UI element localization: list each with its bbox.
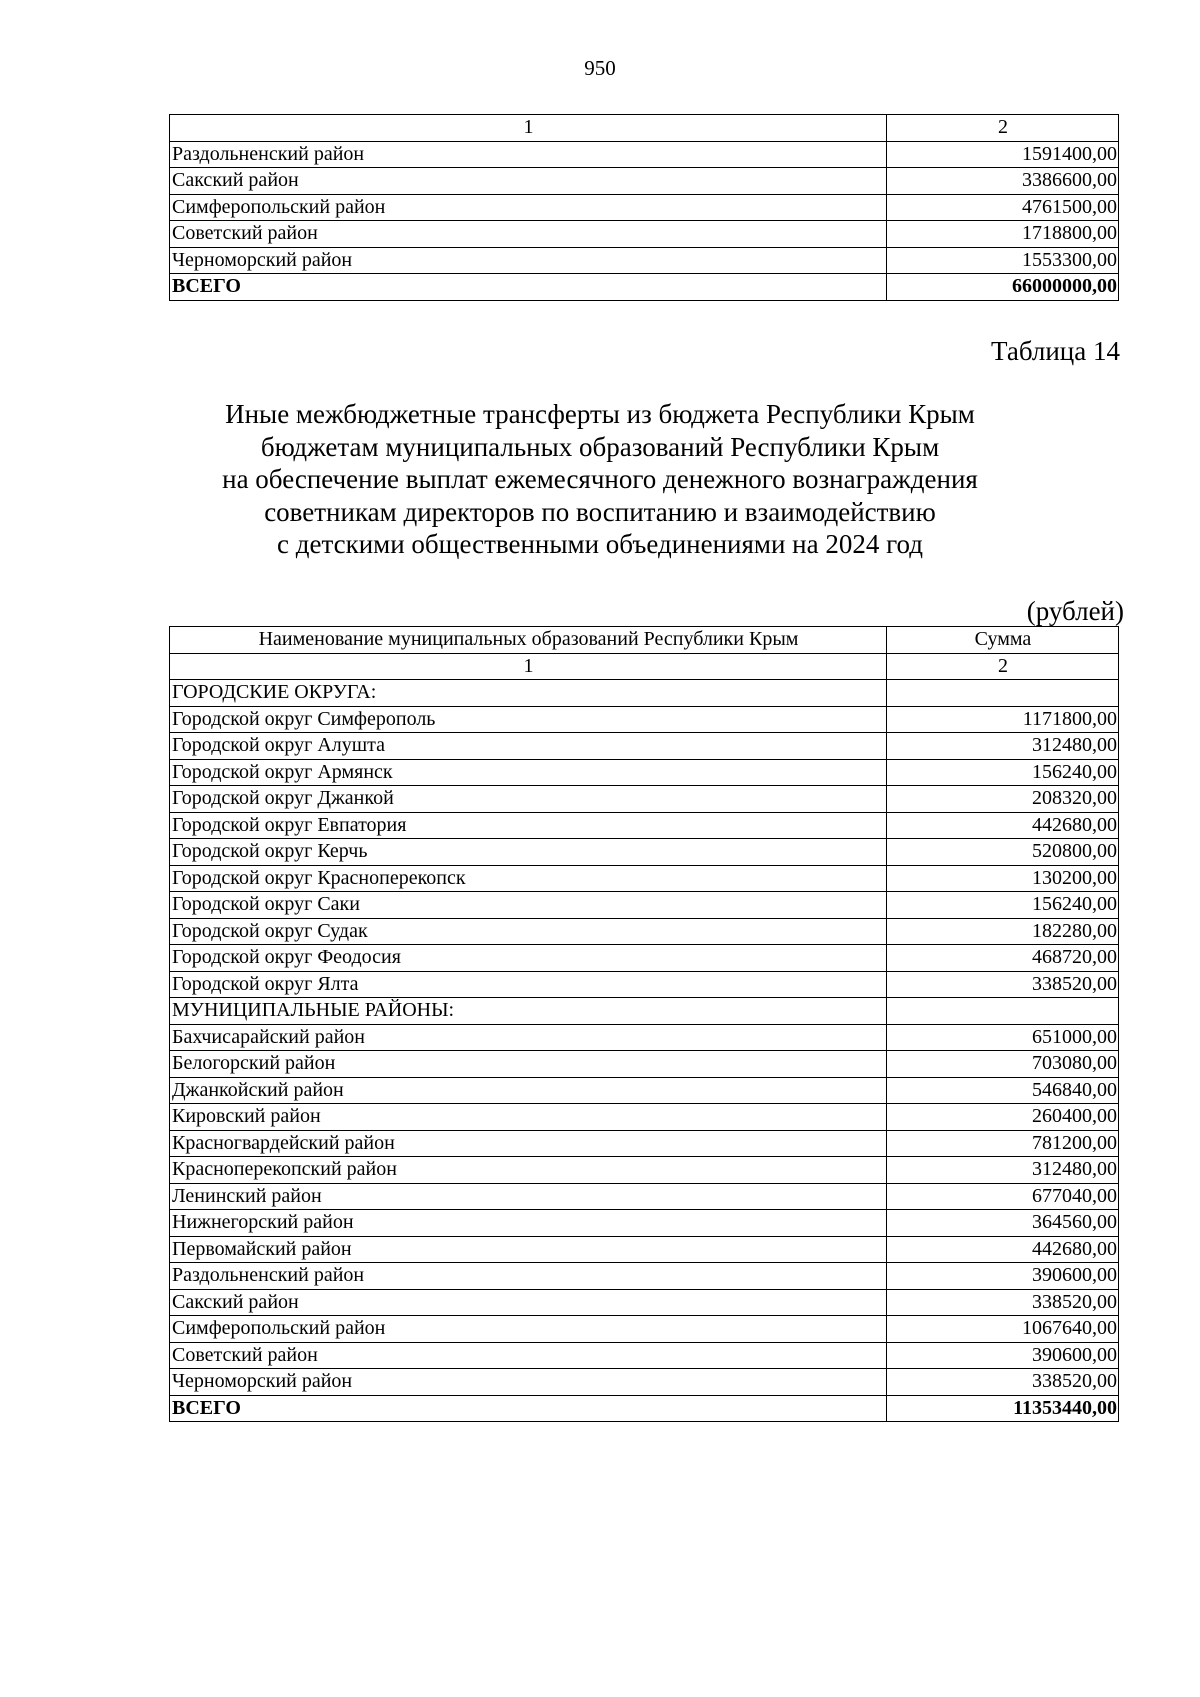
table-row bbox=[170, 918, 1119, 945]
table-row bbox=[170, 1316, 1119, 1343]
table-row bbox=[170, 1157, 1119, 1184]
value-cell: 156240,00 bbox=[887, 892, 1119, 919]
value-cell: 677040,00 bbox=[887, 1183, 1119, 1210]
name-cell: Первомайский район bbox=[170, 1236, 887, 1263]
value-cell: 442680,00 bbox=[887, 812, 1119, 839]
name-cell: Сакский район bbox=[170, 168, 887, 195]
value-cell: 546840,00 bbox=[887, 1077, 1119, 1104]
table-row bbox=[170, 1104, 1119, 1131]
value-cell: 260400,00 bbox=[887, 1104, 1119, 1131]
name-cell: Городской округ Алушта bbox=[170, 733, 887, 760]
name-cell: Советский район bbox=[170, 1342, 887, 1369]
column-number-cell: 2 bbox=[887, 653, 1119, 680]
table-row bbox=[170, 812, 1119, 839]
table-row bbox=[170, 1130, 1119, 1157]
value-cell: 338520,00 bbox=[887, 1369, 1119, 1396]
value-cell: 1067640,00 bbox=[887, 1316, 1119, 1343]
title-line: Иные межбюджетные трансферты из бюджета Республики Крым bbox=[225, 399, 975, 429]
name-cell: Городской округ Евпатория bbox=[170, 812, 887, 839]
value-cell: 442680,00 bbox=[887, 1236, 1119, 1263]
name-cell: МУНИЦИПАЛЬНЫЕ РАЙОНЫ: bbox=[170, 998, 887, 1025]
table-caption: Таблица 14 bbox=[991, 336, 1120, 366]
table-row bbox=[170, 194, 1119, 221]
name-cell: Городской округ Джанкой bbox=[170, 786, 887, 813]
table-row bbox=[170, 1183, 1119, 1210]
table-row bbox=[170, 971, 1119, 998]
value-cell bbox=[887, 680, 1119, 707]
value-cell: 390600,00 bbox=[887, 1263, 1119, 1290]
table-row bbox=[170, 945, 1119, 972]
name-cell: Советский район bbox=[170, 221, 887, 248]
table-row bbox=[170, 892, 1119, 919]
name-cell: Городской округ Феодосия bbox=[170, 945, 887, 972]
value-cell: 4761500,00 bbox=[887, 194, 1119, 221]
name-cell: Симферопольский район bbox=[170, 194, 887, 221]
total-label-cell: ВСЕГО bbox=[170, 1395, 887, 1422]
column-number-row bbox=[170, 653, 1119, 680]
total-value-cell: 66000000,00 bbox=[887, 274, 1119, 301]
value-cell: 338520,00 bbox=[887, 1289, 1119, 1316]
table-row bbox=[170, 998, 1119, 1025]
value-cell: 338520,00 bbox=[887, 971, 1119, 998]
name-cell: Городской округ Армянск bbox=[170, 759, 887, 786]
value-cell: 651000,00 bbox=[887, 1024, 1119, 1051]
table-row bbox=[170, 1210, 1119, 1237]
title-line: советникам директоров по воспитанию и взаимодействию bbox=[264, 496, 936, 527]
name-cell: Городской округ Симферополь bbox=[170, 706, 887, 733]
title-line: с детскими общественными объединениями на 2024 год bbox=[277, 529, 923, 559]
value-cell: 468720,00 bbox=[887, 945, 1119, 972]
table-row bbox=[170, 1342, 1119, 1369]
table-row bbox=[170, 680, 1119, 707]
name-cell: Раздольненский район bbox=[170, 141, 887, 168]
name-cell: Городской округ Ялта bbox=[170, 971, 887, 998]
value-cell: 1591400,00 bbox=[887, 141, 1119, 168]
name-cell: ГОРОДСКИЕ ОКРУГА: bbox=[170, 680, 887, 707]
value-cell: 156240,00 bbox=[887, 759, 1119, 786]
header-row bbox=[170, 627, 1119, 654]
header-cell-name: Наименование муниципальных образований Республики Крым bbox=[170, 627, 887, 654]
total-row bbox=[170, 1395, 1119, 1422]
table-row bbox=[170, 247, 1119, 274]
table-row bbox=[170, 865, 1119, 892]
name-cell: Ленинский район bbox=[170, 1183, 887, 1210]
value-cell: 312480,00 bbox=[887, 733, 1119, 760]
name-cell: Черноморский район bbox=[170, 247, 887, 274]
table-row bbox=[170, 1263, 1119, 1290]
table-row bbox=[170, 1051, 1119, 1078]
continued-table bbox=[169, 114, 1119, 301]
name-cell: Кировский район bbox=[170, 1104, 887, 1131]
name-cell: Городской округ Красноперекопск bbox=[170, 865, 887, 892]
value-cell: 1553300,00 bbox=[887, 247, 1119, 274]
name-cell: Красноперекопский район bbox=[170, 1157, 887, 1184]
units-label: (рублей) bbox=[1026, 596, 1124, 626]
column-number-cell: 1 bbox=[170, 115, 887, 142]
value-cell: 1718800,00 bbox=[887, 221, 1119, 248]
value-cell: 130200,00 bbox=[887, 865, 1119, 892]
name-cell: Раздольненский район bbox=[170, 1263, 887, 1290]
header-cell-sum: Сумма bbox=[887, 627, 1119, 654]
table-row bbox=[170, 1369, 1119, 1396]
transfers-table bbox=[169, 626, 1119, 1422]
name-cell: Белогорский район bbox=[170, 1051, 887, 1078]
title-line: на обеспечение выплат ежемесячного денежного вознаграждения bbox=[222, 464, 978, 494]
title-line: бюджетам муниципальных образований Республики Крым bbox=[260, 431, 940, 462]
value-cell: 3386600,00 bbox=[887, 168, 1119, 195]
name-cell: Городской округ Саки bbox=[170, 892, 887, 919]
table-row bbox=[170, 141, 1119, 168]
table-row bbox=[170, 733, 1119, 760]
value-cell: 781200,00 bbox=[887, 1130, 1119, 1157]
name-cell: Городской округ Судак bbox=[170, 918, 887, 945]
total-label-cell: ВСЕГО bbox=[170, 274, 887, 301]
name-cell: Бахчисарайский район bbox=[170, 1024, 887, 1051]
name-cell: Нижнегорский район bbox=[170, 1210, 887, 1237]
table-row bbox=[170, 221, 1119, 248]
name-cell: Сакский район bbox=[170, 1289, 887, 1316]
column-number-cell: 1 bbox=[170, 653, 887, 680]
table-row bbox=[170, 706, 1119, 733]
value-cell: 208320,00 bbox=[887, 786, 1119, 813]
total-value-cell: 11353440,00 bbox=[887, 1395, 1119, 1422]
name-cell: Джанкойский район bbox=[170, 1077, 887, 1104]
table-title bbox=[0, 398, 1200, 561]
table-row bbox=[170, 786, 1119, 813]
value-cell: 390600,00 bbox=[887, 1342, 1119, 1369]
table-row bbox=[170, 759, 1119, 786]
column-number-cell: 2 bbox=[887, 115, 1119, 142]
value-cell: 312480,00 bbox=[887, 1157, 1119, 1184]
column-number-row bbox=[170, 115, 1119, 142]
table-row bbox=[170, 1236, 1119, 1263]
table-row bbox=[170, 839, 1119, 866]
value-cell: 364560,00 bbox=[887, 1210, 1119, 1237]
name-cell: Симферопольский район bbox=[170, 1316, 887, 1343]
table-row bbox=[170, 1077, 1119, 1104]
name-cell: Городской округ Керчь bbox=[170, 839, 887, 866]
name-cell: Красногвардейский район bbox=[170, 1130, 887, 1157]
value-cell: 703080,00 bbox=[887, 1051, 1119, 1078]
page-number: 950 bbox=[584, 56, 616, 80]
table-row bbox=[170, 1024, 1119, 1051]
value-cell bbox=[887, 998, 1119, 1025]
table-row bbox=[170, 1289, 1119, 1316]
table-row bbox=[170, 168, 1119, 195]
value-cell: 520800,00 bbox=[887, 839, 1119, 866]
value-cell: 1171800,00 bbox=[887, 706, 1119, 733]
total-row bbox=[170, 274, 1119, 301]
name-cell: Черноморский район bbox=[170, 1369, 887, 1396]
value-cell: 182280,00 bbox=[887, 918, 1119, 945]
